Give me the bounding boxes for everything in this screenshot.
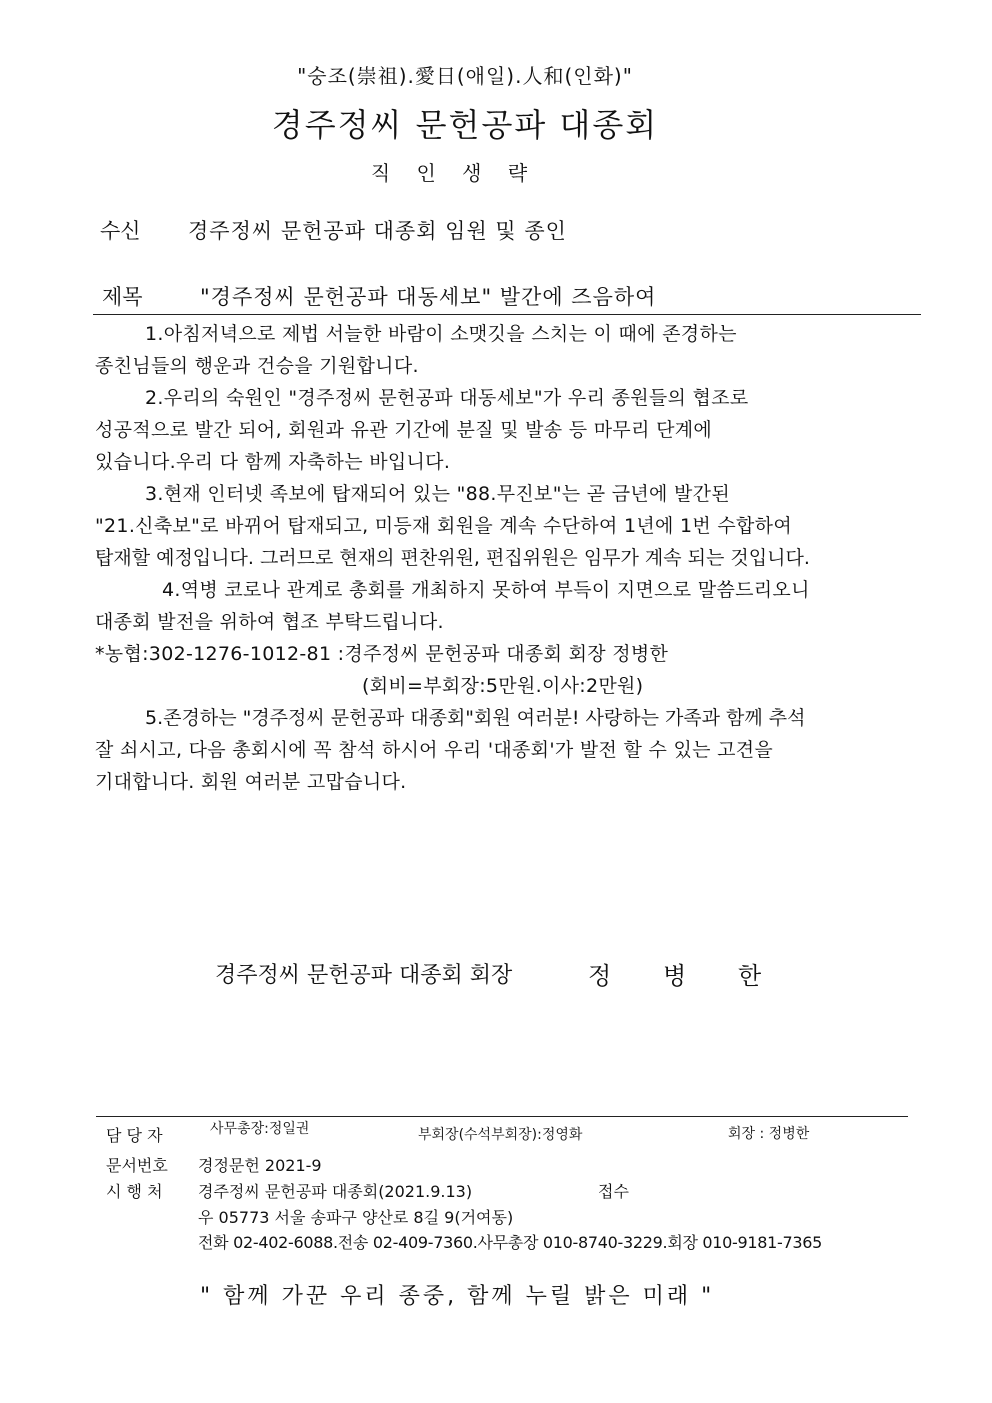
body-line: 탑재할 예정입니다. 그러므로 현재의 편찬위원, 편집위원은 임무가 계속 되는 것입니다. [95, 547, 810, 569]
body-line: 5.존경하는 "경주정씨 문헌공파 대종회"회원 여러분! 사랑하는 가족과 함께 추석 [145, 707, 806, 729]
secretary-general: 사무총장:정일권 [210, 1121, 310, 1137]
signature-name-char: 정 [588, 962, 612, 990]
body-line: "21.신축보"로 바뀌어 탑재되고, 미등재 회원을 계속 수단하여 1년에 1번 수합하여 [95, 515, 792, 537]
body-line: 1.아침저녁으로 제법 서늘한 바람이 소맷깃을 스치는 이 때에 존경하는 [145, 323, 737, 345]
subject-value: "경주정씨 문헌공파 대동세보" 발간에 즈음하여 [200, 285, 657, 309]
signature-name-char: 병 [663, 962, 687, 990]
doc-number: 경정문헌 2021-9 [198, 1156, 322, 1175]
body-line: 잘 쇠시고, 다음 총회시에 꼭 참석 하시어 우리 '대종회'가 발전 할 수 있는 고견을 [95, 739, 774, 761]
body-line: 있습니다.우리 다 함께 자축하는 바입니다. [95, 451, 451, 473]
recipient-value: 경주정씨 문헌공파 대종회 임원 및 종인 [188, 219, 567, 243]
issuer-label: 시 행 처 [106, 1182, 163, 1201]
signature-name-char: 한 [738, 962, 762, 990]
signature-title: 경주정씨 문헌공파 대종회 회장 [215, 963, 513, 988]
body-line: 종친님들의 행운과 건승을 기원합니다. [95, 355, 419, 377]
manager-label: 담 당 자 [106, 1126, 163, 1145]
motto: "숭조(崇祖).愛日(애일).人和(인화)" [297, 64, 633, 88]
body-line: 기대합니다. 회원 여러분 고맙습니다. [95, 771, 407, 793]
bank-account-line: *농협:302-1276-1012-81 :경주정씨 문헌공파 대종회 회장 정병한 [95, 643, 669, 665]
doc-number-label: 문서번호 [106, 1156, 168, 1175]
president: 회장 : 정병한 [728, 1126, 810, 1142]
contact-phones: 전화 02-402-6088.전송 02-409-7360.사무총장 010-8740-3229.회장 010-9181-7365 [198, 1233, 823, 1252]
footer-divider [96, 1116, 908, 1117]
address: 우 05773 서울 송파구 양산로 8길 9(거여동) [198, 1208, 514, 1227]
body-line: 2.우리의 숙원인 "경주정씨 문헌공파 대동세보"가 우리 종원들의 협조로 [145, 387, 749, 409]
body-line: 3.현재 인터넷 족보에 탑재되어 있는 "88.무진보"는 곧 금년에 발간된 [145, 483, 730, 505]
receipt-label: 접수 [598, 1182, 629, 1201]
body-line: 대종회 발전을 위하여 협조 부탁드립니다. [95, 611, 444, 633]
document-title: 경주정씨 문헌공파 대종회 [271, 106, 659, 144]
issuer: 경주정씨 문헌공파 대종회(2021.9.13) [198, 1182, 473, 1201]
seal-omitted-note: 직 인 생 략 [370, 161, 530, 185]
recipient-label: 수신 [100, 219, 141, 243]
subject-divider [93, 314, 921, 315]
subject-label: 제목 [102, 285, 143, 309]
membership-fee-line: (회비=부회장:5만원.이사:2만원) [362, 675, 644, 697]
body-line: 성공적으로 발간 되어, 회원과 유관 기간에 분질 및 발송 등 마무리 단계에 [95, 419, 713, 441]
body-line: 4.역병 코로나 관계로 총회를 개최하지 못하여 부득이 지면으로 말씀드리오니 [162, 579, 810, 601]
vice-president: 부회장(수석부회장):정영화 [418, 1127, 583, 1143]
closing-motto: " 함께 가꾼 우리 종중, 함께 누릴 밝은 미래 " [200, 1284, 715, 1309]
